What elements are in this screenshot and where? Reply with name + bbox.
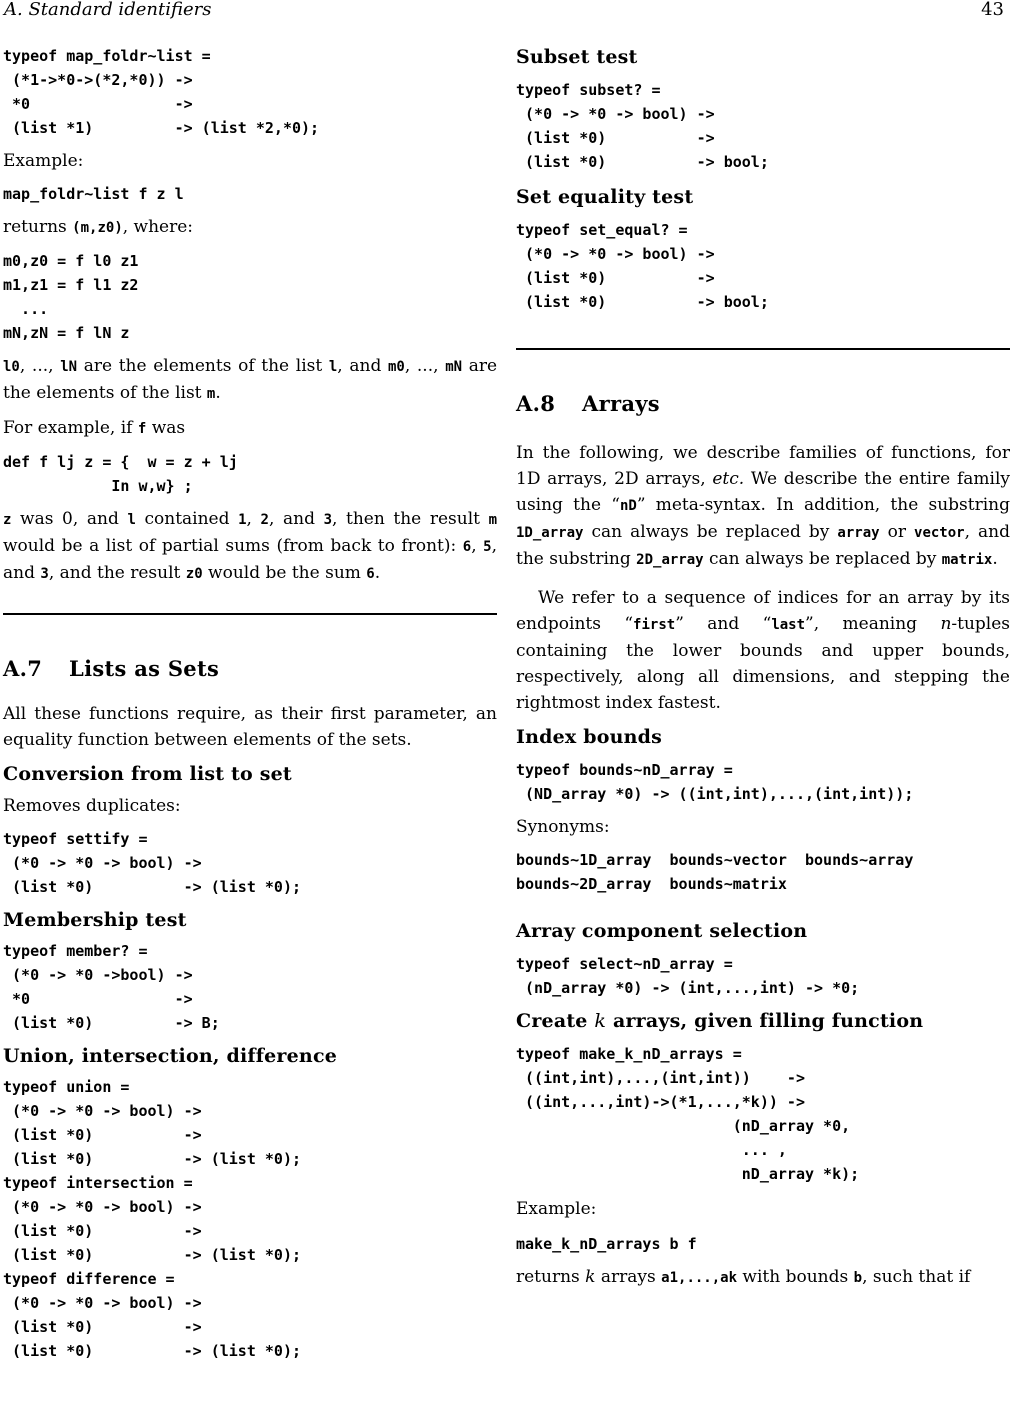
inline-code: 1 [238, 512, 247, 528]
inline-code: first [633, 617, 676, 633]
inline-text: ” meta-syntax. In addition, the substring [636, 495, 1010, 515]
a8-paragraph-2 [516, 585, 1010, 716]
union-heading: Union, intersection, difference [3, 1045, 337, 1067]
inline-text: , [246, 509, 261, 529]
inline-text: was 0, and [11, 509, 128, 529]
code-subset: typeof subset? = (*0 -> *0 -> bool) -> (list *0) -> (list *0) -> bool; [516, 81, 769, 171]
conversion-text: Removes duplicates: [3, 796, 181, 816]
conversion-heading: Conversion from list to set [3, 763, 292, 785]
inline-code: 3 [323, 512, 332, 528]
for-example-post: was [146, 418, 186, 438]
subset-heading: Subset test [516, 46, 638, 68]
code-settify: typeof settify = (*0 -> *0 -> bool) -> (list *0) -> (list *0); [3, 830, 302, 896]
for-example-code: f [137, 421, 147, 437]
a8-paragraph-1 [516, 440, 1010, 573]
inline-code: 3 [40, 566, 49, 582]
membership-heading: Membership test [3, 909, 187, 931]
code-example-call: map_foldr~list f z l [3, 185, 184, 203]
elements-paragraph [3, 353, 497, 407]
code-make-arrays: typeof make_k_nD_arrays = ((int,int),...,(int,int)) -> ((int,...,int)->(*1,...,*k)) -> (nD_array *0, ... , nD_array *k); [516, 1045, 860, 1183]
inline-code: l [328, 359, 338, 375]
code-map-foldr-signature: typeof map_foldr~list = (*1->*0->(*2,*0)) -> *0 -> (list *1) -> (list *2,*0); [3, 47, 320, 137]
inline-code: 6 [462, 539, 472, 555]
inline-code: 6 [366, 566, 375, 582]
inline-text: can always be replaced by [583, 522, 838, 542]
for-example-pre: For example, if [3, 418, 138, 438]
inline-text: , and [3, 536, 498, 583]
code-select: typeof select~nD_array = (nD_array *0) -> (int,...,int) -> *0; [516, 955, 860, 997]
inline-italic: n [940, 614, 952, 634]
inline-code: l [127, 512, 136, 528]
inline-code: m [488, 512, 498, 528]
set-equality-heading: Set equality test [516, 186, 694, 208]
inline-text: are the elements of the list [3, 356, 498, 403]
inline-code: z [3, 512, 12, 528]
inline-italic: etc. [712, 469, 745, 489]
section-a8-number: A.8 [516, 391, 556, 416]
inline-code: a1,...,ak [661, 1270, 738, 1286]
returns-code: (m,z0) [72, 220, 123, 236]
inline-text: , [471, 536, 484, 556]
inline-text: would be the sum [202, 563, 367, 583]
final-paragraph [516, 1264, 1010, 1291]
running-head [4, 0, 1006, 24]
inline-text: would be a list of partial sums (from back to front): [3, 536, 463, 556]
synonyms-label: Synonyms: [516, 817, 610, 837]
inline-text: can always be replaced by [703, 549, 942, 569]
inline-text: , and [337, 356, 388, 376]
inline-text: , ..., [19, 356, 61, 376]
inline-text: , and the result [48, 563, 186, 583]
right-column [516, 44, 1010, 1291]
inline-code: matrix [941, 552, 993, 568]
create-heading-pre: Create [516, 1010, 595, 1032]
section-a7-number: A.7 [3, 656, 43, 681]
inline-code: last [771, 617, 806, 633]
inline-code: b [853, 1270, 863, 1286]
inline-text: , and [268, 509, 324, 529]
inline-text: , then the result [332, 509, 489, 529]
inline-code: l0 [3, 359, 20, 375]
inline-text: We describe the entire family using the “ [516, 469, 1010, 515]
inline-text: or [879, 522, 915, 542]
code-bounds: typeof bounds~nD_array = (ND_array *0) -> ((int,int),...,(int,int)); [516, 761, 914, 803]
inline-code: 5 [483, 539, 492, 555]
component-heading: Array component selection [516, 920, 808, 942]
example-label: Example: [3, 151, 84, 171]
inline-text: , such that if [862, 1267, 971, 1287]
inline-text: , and the substring [516, 522, 1010, 569]
a7-intro-paragraph: All these functions require, as their first parameter, an equality function between elements of the sets. [3, 704, 497, 750]
inline-text: , ..., [404, 356, 446, 376]
inline-code: 1D_array [516, 525, 584, 541]
inline-code: array [837, 525, 880, 541]
inline-code: m0 [387, 359, 405, 375]
inline-text: ”, meaning [805, 614, 941, 634]
code-union-intersection-difference: typeof union = (*0 -> *0 -> bool) -> (list *0) -> (list *0) -> (list *0); typeof intersection = (*0 -> *0 -> bool) -> (list *0) -> (list *0) -> (list *0); typeof difference = (*0 -> *0 -> bool) -> (list *0) -> (list *0) -> (list *0); [3, 1078, 302, 1360]
inline-text: . [215, 383, 221, 403]
inline-text: . [374, 563, 381, 583]
index-bounds-heading: Index bounds [516, 726, 662, 748]
inline-text: -tuples containing the lower bounds and upper bounds, respectively, along all dimensions, and stepping the rightmost index fastest. [516, 614, 1010, 713]
code-where-block: m0,z0 = f l0 z1 m1,z1 = f l1 z2 ... mN,zN = f lN z [3, 252, 139, 342]
inline-code: mN [445, 359, 463, 375]
page-number: 43 [981, 0, 1004, 20]
inline-code: lN [60, 359, 78, 375]
inline-text: ” and “ [675, 614, 772, 634]
inline-code: vector [914, 525, 965, 541]
code-make-call: make_k_nD_arrays b f [516, 1235, 697, 1253]
inline-italic: k [585, 1267, 596, 1287]
code-member: typeof member? = (*0 -> *0 ->bool) -> *0 -> (list *0) -> B; [3, 942, 220, 1032]
inline-text: with bounds [737, 1267, 854, 1287]
returns-post: , where: [122, 217, 194, 237]
inline-text: We refer to a sequence of indices for an array by its endpoints “ [516, 588, 1010, 634]
section-a7-heading [3, 655, 497, 683]
example-label-right: Example: [516, 1199, 597, 1219]
inline-code: z0 [185, 566, 203, 582]
running-head-title: A. Standard identifiers [4, 0, 212, 20]
for-example-paragraph [3, 415, 497, 442]
left-column [3, 44, 497, 1363]
create-heading [516, 1008, 1010, 1034]
create-heading-k: k [594, 1010, 607, 1032]
code-def-block: def f lj z = { w = z + lj In w,w} ; [3, 453, 238, 495]
inline-code: 2D_array [636, 552, 704, 568]
section-a8-title: Arrays [582, 391, 660, 416]
inline-code: nD [619, 498, 637, 514]
inline-text: In the following, we describe families of functions, for 1D arrays, 2D arrays, [516, 443, 1010, 489]
code-synonyms: bounds~1D_array bounds~vector bounds~array bounds~2D_array bounds~matrix [516, 851, 914, 893]
code-set-equal: typeof set_equal? = (*0 -> *0 -> bool) -> (list *0) -> (list *0) -> bool; [516, 221, 769, 311]
returns-pre: returns [3, 217, 73, 237]
result-paragraph [3, 506, 497, 587]
inline-text: contained [135, 509, 239, 529]
inline-text: arrays [595, 1267, 662, 1287]
section-a7-title: Lists as Sets [69, 656, 220, 681]
inline-code: 2 [260, 512, 269, 528]
inline-code: m [206, 386, 216, 402]
returns-paragraph [3, 214, 497, 241]
section-a8-heading [516, 390, 1010, 418]
inline-text: . [992, 549, 998, 569]
inline-text: are the elements of the list [77, 356, 329, 376]
inline-text: returns [516, 1267, 586, 1287]
create-heading-post: arrays, given filling function [606, 1010, 924, 1032]
